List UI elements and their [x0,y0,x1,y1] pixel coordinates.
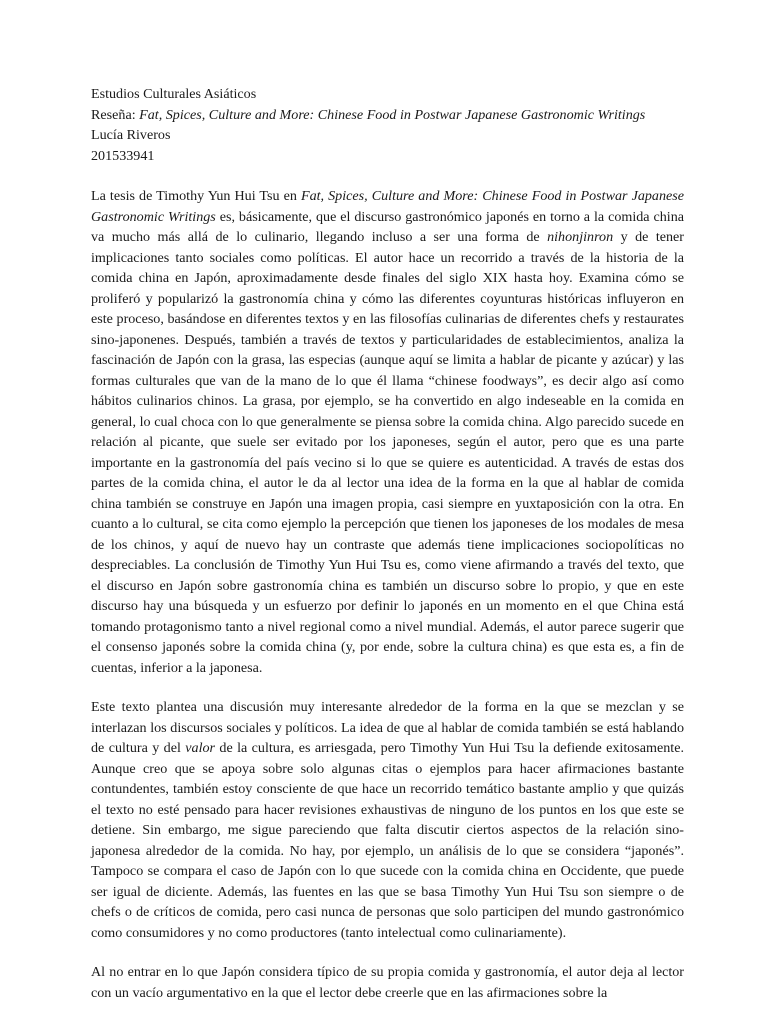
paragraph-conclusion [91,962,684,1003]
student-id: 201533941 [91,147,155,164]
summary-text-3: y de tener implicaciones tanto sociales como políticas. El autor hace un recorrido a través de la historia de la comida china en Japón, aproximadamente desde finales del siglo XIX hasta hoy. Examina cómo se proliferó y popularizó la gastronomía china y cómo las diferentes coyunturas históricas influyeron en este proceso, basándose en diferentes textos y en las filosofías culinarias de diferentes chefs y restaurates sino-japonenes. Después, también a través de textos y particularidades de establecimientos, analiza la fascinación de Japón con la grasa, las especias (aunque aquí se limita a hablar de picante y azúcar) y las formas culturales que van de la mano de lo que él llama “chinese foodways”, es decir algo así como hábitos culinarios chinos. La grasa, por ejemplo, se ha convertido en algo indeseable en la comida en general, lo cual choca con lo que generalmente se piensa sobre la comida china. Algo parecido sucede en relación al picante, que suele ser evitado por los japoneses, según el autor, pero que es una parte importante en la gastronomía del país vecino si lo que se quiere es autenticidad. A través de estas dos partes de la comida china, el autor le da al lector una idea de la forma en la que al hablar de comida china también se construye en Japón una imagen propia, casi siempre en yuxtaposición con la otra. En cuanto a lo cultural, se cita como ejemplo la percepción que tienen los japoneses de los modales de mesa de los chinos, y aquí de nuevo hay un contraste que además tiene implicaciones sociopolíticas no despreciables. La conclusión de Timothy Yun Hui Tsu es, como viene afirmando a través del texto, que el discurso en Japón sobre gastronomía china es también un discurso sobre lo propio, y que en este discurso hay una búsqueda y un esfuerzo por definir lo japonés en un momento en el que China está tomando protagonismo tanto a nivel regional como a nivel mundial. Además, el autor parece sugerir que el consenso japonés sobre la comida china (y, por ende, sobre la cultura china) es que esta es, a fin de cuentas, inferior a la japonesa. [91,229,684,676]
review-prefix: Reseña: [91,106,140,123]
author-name: Lucía Riveros [91,127,171,143]
review-title-line [91,105,684,126]
summary-book-title: Fat, Spices, Culture and More: Chinese Food in Postwar Japanese Gastronomic Writings [91,188,685,225]
conclusion-text-1: Al no entrar en lo que Japón considera típico de su propia comida y gastronomía, el autor deja al lector con un vacío argumentativo en la que el lector debe creerle que en las afirmaciones sobre la [91,964,684,1001]
paragraph-critique [91,697,684,943]
document-header [91,84,684,166]
paragraph-summary [91,186,684,678]
critique-text-2: de la cultura, es arriesgada, pero Timothy Yun Hui Tsu la defiende exitosamente. Aunque creo que se apoya sobre solo algunas citas o ejemplos para hacer afirmaciones bastante contundentes, también estoy consciente de que hace un recorrido temático bastante amplio y que quizás el texto no esté pensado para hacer revisiones exhaustivas de ninguno de los puntos en los que este se detiene. Sin embargo, me sigue pareciendo que falta discutir ciertos aspectos de la relación sino-japonesa alrededor de la comida. No hay, por ejemplo, un análisis de lo que se considera “japonés”. Tampoco se compara el caso de Japón con lo que sucede con la comida china en Occidente, que puede ser igual de diciente. Además, las fuentes en las que se basa Timothy Yun Hui Tsu son siempre o de chefs o de críticos de comida, pero casi nunca de personas que solo participen del mundo gastronómico como consumidores y no como productores (tanto intelectual como culinariamente). [91,740,684,941]
course-name: Estudios Culturales Asiáticos [91,86,257,102]
critique-term-valor: valor [185,740,216,756]
critique-text-1: Este texto plantea una discusión muy interesante alrededor de la forma en la que se mezclan y se interlazan los discursos sociales y políticos. La idea de que al hablar de comida también se está hablando de cultura y del [91,699,684,756]
summary-term-nihonjinron: nihonjinron [547,229,614,245]
summary-text-2: es, básicamente, que el discurso gastronómico japonés en torno a la comida china va mucho más allá de lo culinario, llegando incluso a ser una forma de [91,208,684,245]
summary-text-1: La tesis de Timothy Yun Hui Tsu en [91,188,301,204]
review-title: Fat, Spices, Culture and More: Chinese Food in Postwar Japanese Gastronomic Writings [139,106,646,123]
